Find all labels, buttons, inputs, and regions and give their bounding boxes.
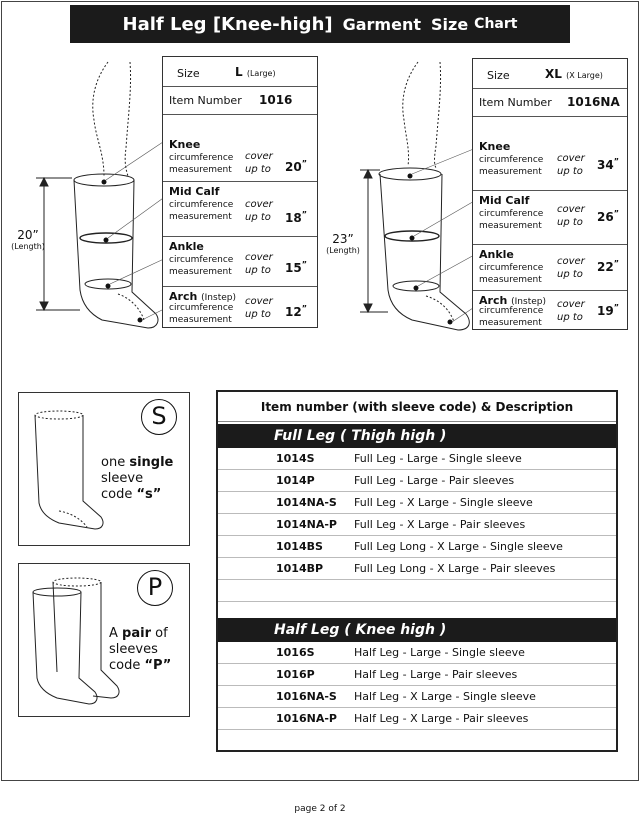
item-code: 1014BP xyxy=(276,562,324,575)
item-description: Full Leg Long - X Large - Single sleeve xyxy=(354,540,563,553)
table-row xyxy=(218,642,616,664)
measure-cover: cover up to xyxy=(245,252,273,276)
item-number-row xyxy=(473,89,627,117)
item-code: 1014S xyxy=(276,452,315,465)
measure-value: 18” xyxy=(285,210,307,225)
section-half-leg: Half Leg ( Knee high ) xyxy=(218,618,616,642)
item-number-row xyxy=(163,87,317,115)
measure-row-arch xyxy=(163,287,317,329)
title-main: Half Leg [Knee-high] xyxy=(122,13,333,35)
measure-cover: cover up to xyxy=(245,151,273,175)
item-description: Full Leg Long - X Large - Pair sleeves xyxy=(354,562,556,575)
measure-desc: circumference measurement xyxy=(169,200,234,222)
measure-desc: circumference measurement xyxy=(169,255,234,277)
length-note: (Length) xyxy=(11,242,45,251)
item-description: Full Leg - X Large - Pair sleeves xyxy=(354,518,526,531)
length-value: 23” xyxy=(332,232,354,246)
table-spacer xyxy=(218,582,616,602)
measure-desc: circumference measurement xyxy=(479,306,544,328)
measure-row-ankle xyxy=(163,237,317,287)
measure-name: Ankle xyxy=(169,240,204,253)
pair-code-circle: P xyxy=(137,570,173,606)
measure-cover: cover up to xyxy=(557,153,585,177)
sleeve-code-pair-box xyxy=(18,563,190,717)
item-number-value: 1016NA xyxy=(567,95,620,109)
leg-illustration-xlarge xyxy=(340,58,480,338)
measure-row-mid-calf xyxy=(163,182,317,237)
item-description: Half Leg - X Large - Pair sleeves xyxy=(354,712,529,725)
length-note: (Length) xyxy=(326,246,360,255)
measure-name: Mid Calf xyxy=(479,194,530,207)
item-code: 1016S xyxy=(276,646,315,659)
measure-cover: cover up to xyxy=(557,256,585,280)
table-row xyxy=(218,708,616,730)
sleeve-code-single-box xyxy=(18,392,190,546)
measure-desc: circumference measurement xyxy=(169,153,234,175)
item-number-label: Item Number xyxy=(479,96,552,109)
table-header: Item number (with sleeve code) & Description xyxy=(218,392,616,422)
single-code-text: one single sleeve code “s” xyxy=(101,455,174,502)
measure-value: 34” xyxy=(597,157,619,172)
table-row xyxy=(218,492,616,514)
measure-row-ankle xyxy=(473,245,627,291)
size-panel-large xyxy=(162,56,318,328)
item-code: 1014BS xyxy=(276,540,323,553)
size-label: Size xyxy=(487,69,510,82)
measure-name: Mid Calf xyxy=(169,185,220,198)
measure-cover: cover up to xyxy=(557,299,585,323)
item-number-value: 1016 xyxy=(259,93,293,107)
section-full-leg: Full Leg ( Thigh high ) xyxy=(218,424,616,448)
length-value: 20” xyxy=(17,228,39,242)
measure-value: 26” xyxy=(597,209,619,224)
single-code-circle: S xyxy=(141,399,177,435)
item-code: 1014P xyxy=(276,474,315,487)
item-code: 1014NA-P xyxy=(276,518,337,531)
measure-row-knee xyxy=(163,135,317,182)
measure-row-mid-calf xyxy=(473,191,627,245)
measure-value: 22” xyxy=(597,259,619,274)
title-size: Size xyxy=(431,14,469,34)
measure-value: 12” xyxy=(285,304,307,319)
measure-desc: circumference measurement xyxy=(479,263,544,285)
measure-row-arch xyxy=(473,291,627,331)
item-code: 1016NA-P xyxy=(276,712,337,725)
title-garment: Garment xyxy=(342,14,421,34)
measure-name: Arch (Instep) xyxy=(169,290,236,303)
length-label-xlarge xyxy=(320,232,366,255)
table-row xyxy=(218,514,616,536)
page-title xyxy=(70,5,570,43)
measure-desc: circumference measurement xyxy=(479,155,544,177)
pair-code-text: A pair of sleeves code “P” xyxy=(109,626,172,673)
measure-value: 20” xyxy=(285,159,307,174)
size-row xyxy=(163,57,317,87)
table-row xyxy=(218,664,616,686)
measure-value: 15” xyxy=(285,260,307,275)
leg-illustration-large xyxy=(30,58,170,338)
measure-value: 19” xyxy=(597,303,619,318)
measure-desc: circumference measurement xyxy=(169,303,234,325)
table-row xyxy=(218,448,616,470)
item-code: 1016NA-S xyxy=(276,690,337,703)
measure-cover: cover up to xyxy=(245,199,273,223)
item-description: Full Leg - Large - Pair sleeves xyxy=(354,474,515,487)
page-number: page 2 of 2 xyxy=(294,804,346,814)
item-description: Full Leg - X Large - Single sleeve xyxy=(354,496,533,509)
measure-row-knee xyxy=(473,137,627,191)
item-number-label: Item Number xyxy=(169,94,242,107)
table-row xyxy=(218,686,616,708)
size-value: XL (X Large) xyxy=(545,67,603,81)
item-code: 1014NA-S xyxy=(276,496,337,509)
item-description: Half Leg - Large - Pair sleeves xyxy=(354,668,518,681)
item-code: 1016P xyxy=(276,668,315,681)
table-row xyxy=(218,558,616,580)
table-row xyxy=(218,470,616,492)
size-row xyxy=(473,59,627,89)
item-description: Half Leg - X Large - Single sleeve xyxy=(354,690,536,703)
item-description: Half Leg - Large - Single sleeve xyxy=(354,646,525,659)
length-label-large xyxy=(6,228,50,251)
measure-cover: cover up to xyxy=(245,296,273,320)
size-value: L (Large) xyxy=(235,65,276,79)
measure-name: Ankle xyxy=(479,248,514,261)
size-panel-xlarge xyxy=(472,58,628,330)
measure-name: Knee xyxy=(479,140,511,153)
table-row xyxy=(218,536,616,558)
item-number-table xyxy=(216,390,618,752)
item-description: Full Leg - Large - Single sleeve xyxy=(354,452,522,465)
measure-cover: cover up to xyxy=(557,204,585,228)
measure-name: Arch (Instep) xyxy=(479,294,546,307)
title-chart: Chart xyxy=(474,16,518,32)
size-label: Size xyxy=(177,67,200,80)
measure-name: Knee xyxy=(169,138,201,151)
measure-desc: circumference measurement xyxy=(479,209,544,231)
